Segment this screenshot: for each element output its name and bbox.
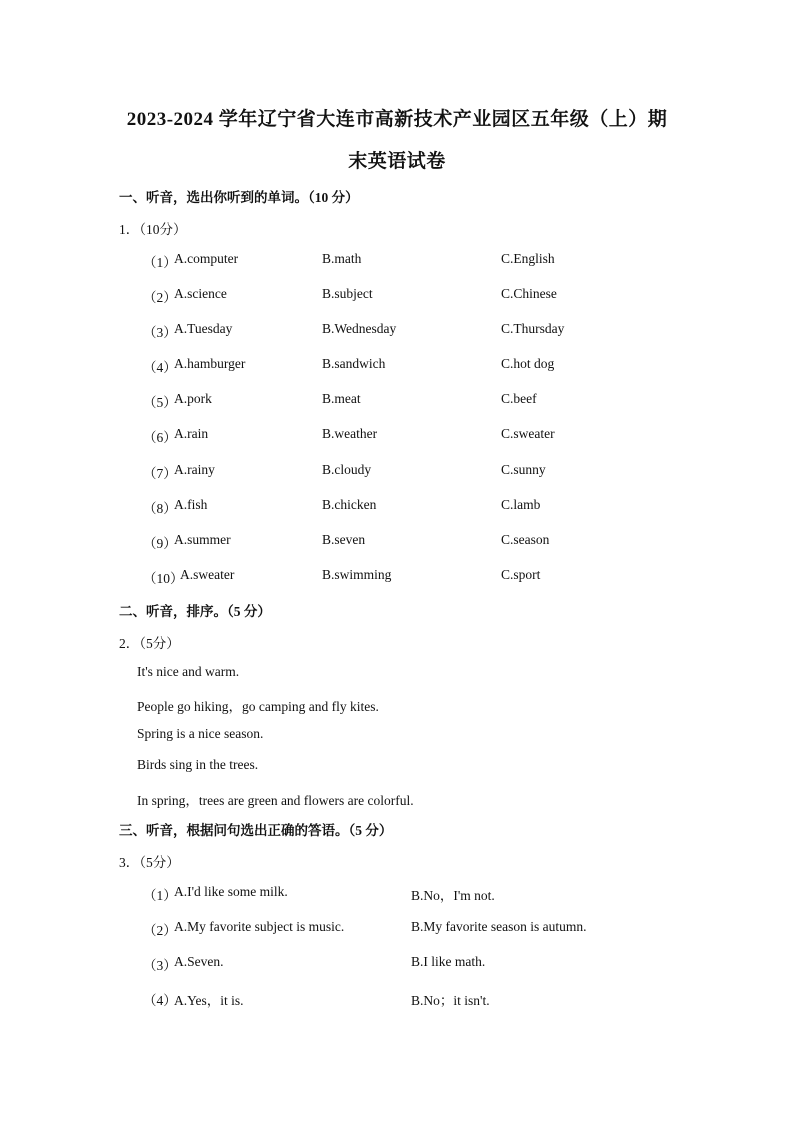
part3-heading: 三、听音，根据问句选出正确的答语。（5 分） — [119, 823, 393, 838]
option-a: A.summer — [174, 532, 231, 547]
item-number: （9） — [143, 536, 177, 551]
part2-heading: 二、听音，排序。（5 分） — [119, 604, 271, 619]
option-b: B.weather — [322, 426, 378, 441]
option-a: A.hamburger — [174, 356, 246, 371]
item-number: （2） — [143, 923, 177, 938]
option-b: B.No，I'm not. — [411, 888, 495, 903]
option-b: B.cloudy — [322, 462, 372, 477]
option-c: C.Thursday — [501, 321, 565, 336]
item-number: （4） — [143, 993, 177, 1008]
option-c: C.sweater — [501, 426, 555, 441]
sentence-2: People go hiking，go camping and fly kites. — [137, 699, 379, 714]
option-b: B.swimming — [322, 567, 392, 582]
item-number: （2） — [143, 290, 177, 305]
item-number: （6） — [143, 430, 177, 445]
exam-title-line-2: 末英语试卷 — [348, 151, 446, 172]
option-b: B.sandwich — [322, 356, 386, 371]
sentence-5: In spring，trees are green and flowers are colorful. — [137, 793, 414, 808]
sentence-3: Spring is a nice season. — [137, 726, 264, 741]
option-c: C.beef — [501, 391, 537, 406]
item-number: （10） — [143, 571, 184, 586]
option-c: C.lamb — [501, 497, 541, 512]
option-b: B.subject — [322, 286, 373, 301]
option-c: C.Chinese — [501, 286, 557, 301]
option-b: B.meat — [322, 391, 361, 406]
option-a: A.rain — [174, 426, 209, 441]
item-number: （3） — [143, 325, 177, 340]
sentence-1: It's nice and warm. — [137, 664, 240, 679]
item-number: （1） — [143, 255, 177, 270]
option-b: B.No；it isn't. — [411, 993, 490, 1008]
item-number: （7） — [143, 466, 177, 481]
option-b: B.Wednesday — [322, 321, 397, 336]
option-a: A.computer — [174, 251, 239, 266]
option-b: B.chicken — [322, 497, 377, 512]
exam-title-line-1: 2023-2024 学年辽宁省大连市高新技术产业园区五年级（上）期 — [126, 109, 668, 130]
option-a: A.rainy — [174, 462, 215, 477]
option-a: A.pork — [174, 391, 212, 406]
item-number: （5） — [143, 395, 177, 410]
option-a: A.Seven. — [174, 954, 224, 969]
option-a: A.I'd like some milk. — [174, 884, 288, 899]
option-b: B.My favorite season is autumn. — [411, 919, 587, 934]
option-a: A.My favorite subject is music. — [174, 919, 345, 934]
question-3-label: 3．（5分） — [119, 855, 180, 870]
item-number: （4） — [143, 360, 177, 375]
option-b: B.I like math. — [411, 954, 486, 969]
part1-heading: 一、听音，选出你听到的单词。（10 分） — [119, 190, 359, 205]
option-b: B.math — [322, 251, 362, 266]
question-1-label: 1．（10分） — [119, 222, 187, 237]
item-number: （3） — [143, 958, 177, 973]
option-a: A.sweater — [180, 567, 235, 582]
option-a: A.Yes，it is. — [174, 993, 244, 1008]
question-2-label: 2．（5分） — [119, 636, 180, 651]
item-number: （8） — [143, 501, 177, 516]
option-c: C.hot dog — [501, 356, 555, 371]
option-a: A.Tuesday — [174, 321, 233, 336]
option-c: C.sport — [501, 567, 541, 582]
option-a: A.science — [174, 286, 227, 301]
option-a: A.fish — [174, 497, 208, 512]
option-c: C.English — [501, 251, 555, 266]
item-number: （1） — [143, 888, 177, 903]
option-c: C.sunny — [501, 462, 546, 477]
sentence-4: Birds sing in the trees. — [137, 757, 259, 772]
option-b: B.seven — [322, 532, 366, 547]
option-c: C.season — [501, 532, 550, 547]
